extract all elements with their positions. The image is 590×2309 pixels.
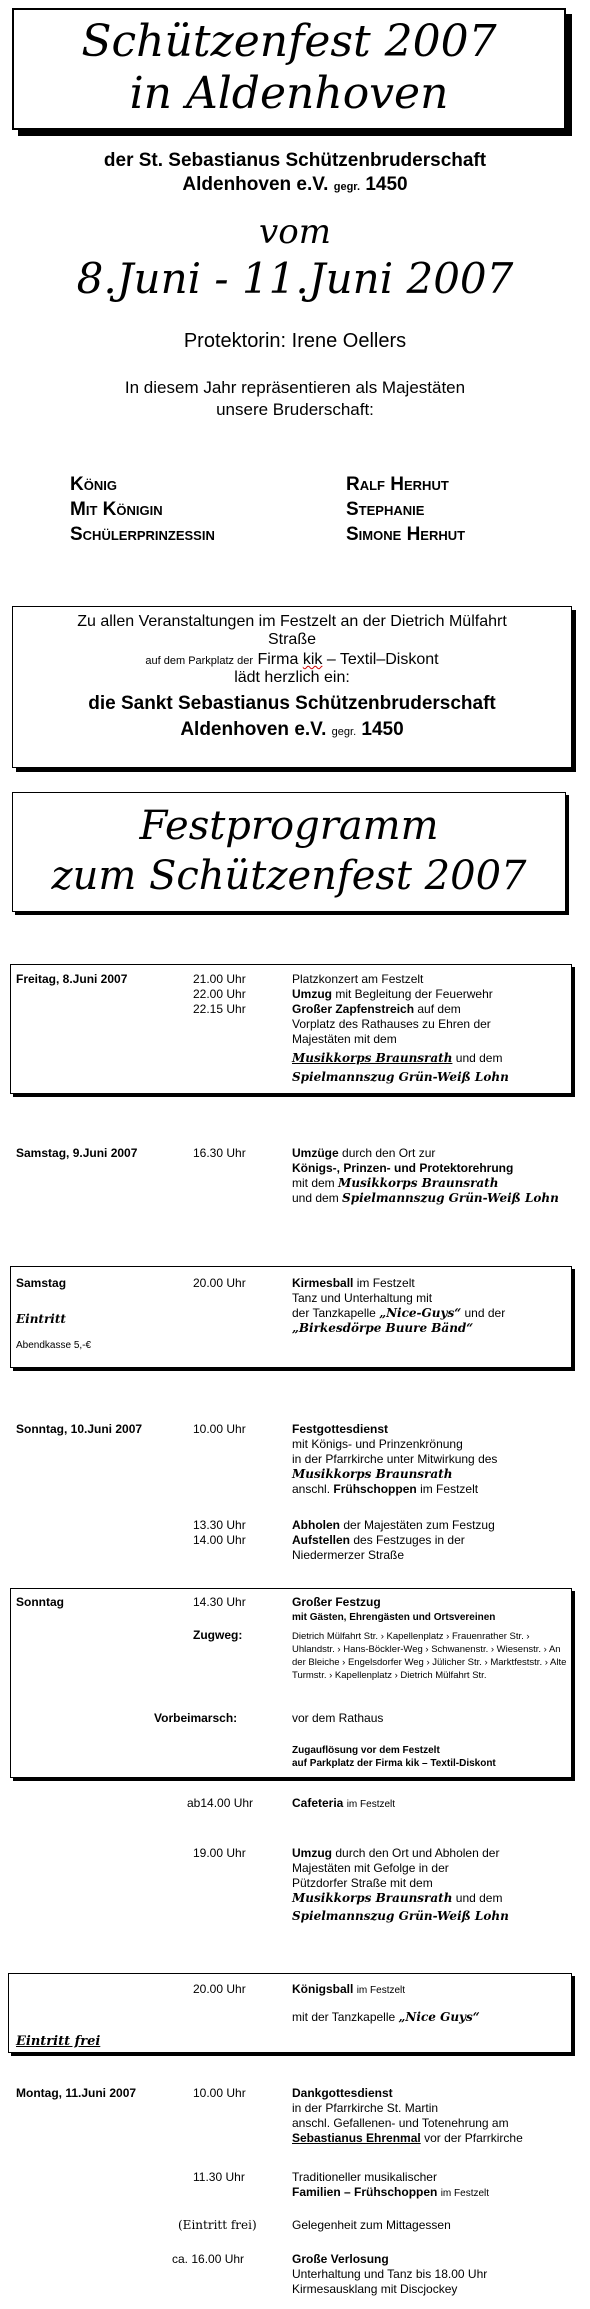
sunday4-koenigsball: Königsball xyxy=(292,1982,354,1996)
friday-l3 xyxy=(292,1002,572,1017)
saturday2-l3-rest: der Tanzkapelle xyxy=(292,1306,376,1320)
sunday1-l5 xyxy=(292,1482,572,1497)
org-line-2 xyxy=(0,174,590,196)
saturday1-time: 16.30 Uhr xyxy=(193,1146,246,1160)
sunday3-cafeteria xyxy=(292,1796,572,1812)
sunday2-desc xyxy=(292,1595,572,1625)
sunday2-aufloesung-1: Zugauflösung vor dem Festzelt xyxy=(292,1745,440,1756)
majesty-name-3: Simone Herhut xyxy=(346,524,466,545)
sunday3-time-2: 19.00 Uhr xyxy=(193,1846,246,1860)
sunday1-time-2: 13.30 Uhr xyxy=(193,1518,246,1532)
friday-l2 xyxy=(292,987,572,1002)
page-title-line1: Schützenfest 2007 xyxy=(81,16,497,67)
sunday1-l2: mit Königs- und Prinzenkrönung xyxy=(292,1437,463,1451)
date-range: 8.Juni - 11.Juni 2007 xyxy=(76,254,514,303)
sunday1-musikkorps: Musikkorps Braunsrath xyxy=(292,1467,453,1481)
org-gegr: gegr. xyxy=(333,181,361,193)
sunday1-abholen: Abholen xyxy=(292,1518,340,1532)
sunday2-zugweg-text: Dietrich Mülfahrt Str. › Kapellenplatz › Frauenrather Str. › Uhlandstr. › Hans-Böckler-Weg › Schwanenstr. › Wiesenstr. › An der Bleiche › Engelsdorfer Weg › Jülicher Str. › Marktfeststr. › Alte Turmstr. › Kapellenplatz › Dietrich Mülfahrt Str. xyxy=(292,1631,567,1681)
saturday1-l1 xyxy=(292,1146,572,1161)
invite-line-1: Zu allen Veranstaltungen im Festzelt an der Dietrich Mülfahrt xyxy=(77,613,507,630)
sunday1-time-3: 14.00 Uhr xyxy=(193,1533,246,1547)
sunday3-l3: Pützdorfer Straße mit dem xyxy=(292,1876,433,1890)
invite-line-2: Straße xyxy=(267,631,316,648)
sunday2-gaeste: mit Gästen, Ehrengästen und Ortsvereinen xyxy=(292,1612,496,1623)
monday-desc-b xyxy=(292,2170,572,2201)
saturday2-abendkasse: Abendkasse 5,-€ xyxy=(16,1340,92,1351)
invite-year: 1450 xyxy=(361,719,404,740)
saturday1-l3 xyxy=(292,1176,572,1191)
saturday1-date: Samstag, 9.Juni 2007 xyxy=(16,1146,138,1160)
monday-desc-d xyxy=(292,2252,572,2297)
sunday1-l3: in der Pfarrkirche unter Mitwirkung des xyxy=(292,1452,498,1466)
sunday1-anschl: anschl. xyxy=(292,1482,331,1496)
majesty-name-1: Ralf Herhut xyxy=(346,474,449,495)
sunday2-time: 14.30 Uhr xyxy=(193,1595,246,1609)
sunday3-time-1: ab14.00 Uhr xyxy=(187,1796,254,1810)
sunday4-l2-rest: mit der Tanzkapelle xyxy=(292,2010,396,2024)
monday-date: Montag, 11.Juni 2007 xyxy=(16,2086,137,2100)
sunday3-l4-rest: und dem xyxy=(455,1891,503,1905)
saturday2-date: Samstag xyxy=(16,1276,67,1290)
friday-l1: Platzkonzert am Festzelt xyxy=(292,972,424,986)
saturday1-musikkorps: Musikkorps Braunsrath xyxy=(338,1176,499,1190)
monday-time-2: 11.30 Uhr xyxy=(193,2170,245,2184)
sunday1-l6 xyxy=(292,1518,572,1533)
sunday1-desc-b xyxy=(292,1518,572,1563)
majesty-role-2: Mit Königin xyxy=(70,499,163,520)
sunday4-l1-rest: im Festzelt xyxy=(356,1985,406,1996)
majesty-role-1: König xyxy=(70,474,117,495)
org-line-1 xyxy=(0,150,590,172)
sunday4-l2 xyxy=(292,2010,572,2025)
sunday3-umzug: Umzug xyxy=(292,1846,332,1860)
sunday4-desc xyxy=(292,1982,572,2025)
sunday1-date: Sonntag, 10.Juni 2007 xyxy=(16,1422,143,1436)
saturday2-l1-rest: im Festzelt xyxy=(356,1276,415,1290)
sunday4-eintritt: Eintritt frei xyxy=(16,2034,101,2049)
monday-verlosung: Große Verlosung xyxy=(292,2252,389,2266)
friday-time-2: 22.00 Uhr xyxy=(193,987,246,1001)
saturday2-l3-and: und der xyxy=(464,1306,506,1320)
title-box xyxy=(12,8,566,130)
friday-l5: Majestäten mit dem xyxy=(292,1032,397,1046)
sunday1-festgottesdienst: Festgottesdienst xyxy=(292,1422,389,1436)
sunday3-spielmannszug: Spielmannszug Grün-Weiß Lohn xyxy=(292,1909,509,1923)
saturday2-niceguys: „Nice-Guys“ xyxy=(379,1306,462,1320)
sunday3-l1-rest: durch den Ort und Abholen der xyxy=(335,1846,500,1860)
sunday3-desc xyxy=(292,1846,572,1924)
org-year: 1450 xyxy=(365,174,408,195)
page-title-line2: in Aldenhoven xyxy=(129,68,449,119)
program-title-line2: zum Schützenfest 2007 xyxy=(51,853,527,899)
invite-parking: auf dem Parkplatz der xyxy=(145,655,254,667)
friday-time-1: 21.00 Uhr xyxy=(193,972,246,986)
friday-l7 xyxy=(292,1070,572,1085)
monday-l9: Unterhaltung und Tanz bis 18.00 Uhr xyxy=(292,2267,488,2281)
org-name: der St. Sebastianus Schützenbruderschaft xyxy=(103,150,487,171)
protektorin: Protektorin: Irene Oellers xyxy=(183,330,407,352)
sunday4-l1 xyxy=(292,1982,572,1998)
monday-l3: anschl. Gefallenen- und Totenehrung am xyxy=(292,2116,509,2130)
invite-gegr: gegr. xyxy=(331,726,357,738)
friday-l2-rest: mit Begleitung der Feuerwehr xyxy=(335,987,493,1001)
friday-spielmannszug: Spielmannszug Grün-Weiß Lohn xyxy=(292,1070,509,1084)
sunday2-vorbei-label: Vorbeimarsch: xyxy=(154,1711,238,1725)
monday-dankgottesdienst: Dankgottesdienst xyxy=(292,2086,393,2100)
sunday1-l7 xyxy=(292,1533,572,1548)
sunday2-festzug: Großer Festzug xyxy=(292,1595,381,1609)
invite-line-5: die Sankt Sebastianus Schützenbruderschaft xyxy=(88,693,496,714)
sunday2-zugweg-label: Zugweg: xyxy=(193,1628,243,1642)
intro-line-2: unsere Bruderschaft: xyxy=(216,400,374,419)
saturday1-umzuege: Umzüge xyxy=(292,1146,339,1160)
majesty-name-2: Stephanie xyxy=(346,499,425,520)
saturday2-desc xyxy=(292,1276,572,1336)
friday-desc xyxy=(292,972,572,1085)
saturday2-eintritt: Eintritt xyxy=(16,1312,66,1326)
sunday1-aufstellen: Aufstellen xyxy=(292,1533,351,1547)
sunday1-l7-rest: des Festzuges in der xyxy=(353,1533,465,1547)
saturday1-l3-rest: mit dem xyxy=(292,1176,335,1190)
friday-zapfenstreich: Großer Zapfenstreich xyxy=(292,1002,415,1016)
monday-ehrenmal: Sebastianus Ehrenmal xyxy=(292,2131,421,2145)
sunday3-musikkorps: Musikkorps Braunsrath xyxy=(292,1891,453,1905)
monday-l2: in der Pfarrkirche St. Martin xyxy=(292,2101,439,2115)
saturday2-l4 xyxy=(292,1321,572,1336)
sunday2-date: Sonntag xyxy=(16,1595,64,1609)
invite-line-3 xyxy=(13,651,571,669)
monday-time-3: (Eintritt frei) xyxy=(178,2218,257,2232)
saturday2-l1 xyxy=(292,1276,572,1291)
invite-textil: – Textil–Diskont xyxy=(326,651,439,668)
invite-city: Aldenhoven e.V. xyxy=(180,719,327,740)
sunday1-desc xyxy=(292,1422,572,1497)
sunday1-l6-rest: der Majestäten zum Festzug xyxy=(343,1518,495,1532)
saturday2-l3 xyxy=(292,1306,572,1321)
saturday1-l1-rest: durch den Ort zur xyxy=(342,1146,436,1160)
sunday3-l1 xyxy=(292,1846,572,1861)
invite-line-6 xyxy=(13,719,571,741)
monday-l4-rest: vor der Pfarrkirche xyxy=(424,2131,523,2145)
invite-firma: Firma xyxy=(257,651,299,668)
majesty-role-3: Schülerprinzessin xyxy=(70,524,215,545)
monday-l6 xyxy=(292,2185,572,2201)
friday-umzug: Umzug xyxy=(292,987,332,1001)
saturday1-l2: Königs-, Prinzen- und Protektorehrung xyxy=(292,1161,514,1175)
intro-line-1: In diesem Jahr repräsentieren als Majestäten xyxy=(124,378,466,397)
sunday4-time: 20.00 Uhr xyxy=(193,1982,246,1996)
saturday1-l4 xyxy=(292,1191,572,1206)
sunday4-niceguys: „Nice Guys“ xyxy=(398,2010,480,2024)
invitation-box xyxy=(12,606,572,768)
sunday1-l5-rest: im Festzelt xyxy=(420,1482,479,1496)
sunday1-time-1: 10.00 Uhr xyxy=(193,1422,246,1436)
saturday2-buure: „Birkesdörpe Buure Bänd“ xyxy=(292,1321,474,1335)
sunday3-cafeteria-label: Cafeteria xyxy=(292,1796,344,1810)
monday-l4 xyxy=(292,2131,572,2146)
friday-l6 xyxy=(292,1051,572,1066)
monday-time-4: ca. 16.00 Uhr xyxy=(172,2252,245,2266)
friday-musikkorps: Musikkorps Braunsrath xyxy=(292,1051,453,1065)
monday-l10: Kirmesausklang mit Discjockey xyxy=(292,2282,458,2296)
org-city: Aldenhoven e.V. xyxy=(182,174,329,195)
sunday3-cafeteria-rest: im Festzelt xyxy=(346,1799,396,1810)
program-title-box xyxy=(12,792,566,912)
friday-l3-rest: auf dem xyxy=(417,1002,461,1016)
friday-date: Freitag, 8.Juni 2007 xyxy=(16,972,128,986)
saturday2-kirmesball: Kirmesball xyxy=(292,1276,354,1290)
sunday1-l8: Niedermerzer Straße xyxy=(292,1548,405,1562)
monday-desc xyxy=(292,2086,572,2146)
program-title-line1: Festprogramm xyxy=(139,803,439,849)
sunday2-aufloesung-2: auf Parkplatz der Firma kik – Textil-Diskont xyxy=(292,1758,496,1769)
sunday3-l2: Majestäten mit Gefolge in der xyxy=(292,1861,449,1875)
saturday2-time: 20.00 Uhr xyxy=(193,1276,246,1290)
sunday3-l4 xyxy=(292,1891,572,1906)
monday-l6-rest: im Festzelt xyxy=(440,2188,490,2199)
saturday2-l2: Tanz und Unterhaltung mit xyxy=(292,1291,433,1305)
saturday1-l4-rest: und dem xyxy=(292,1191,339,1205)
invite-kik: kik xyxy=(302,651,323,668)
invite-line-4: lädt herzlich ein: xyxy=(234,669,350,686)
friday-l4: Vorplatz des Rathauses zu Ehren der xyxy=(292,1017,491,1031)
saturday1-desc xyxy=(292,1146,572,1206)
monday-l5: Traditioneller musikalischer xyxy=(292,2170,437,2184)
friday-time-3: 22.15 Uhr xyxy=(193,1002,246,1016)
sunday2-vorbei-text: vor dem Rathaus xyxy=(292,1711,384,1725)
monday-fruehschoppen: Familien – Frühschoppen xyxy=(292,2185,438,2199)
sunday1-fruehschoppen: Frühschoppen xyxy=(333,1482,417,1496)
vom-label: vom xyxy=(259,212,331,252)
friday-l6-rest: und dem xyxy=(455,1051,503,1065)
monday-l7: Gelegenheit zum Mittagessen xyxy=(292,2218,451,2232)
saturday1-spielmannszug: Spielmannszug Grün-Weiß Lohn xyxy=(342,1191,559,1205)
monday-time-1: 10.00 Uhr xyxy=(193,2086,246,2100)
